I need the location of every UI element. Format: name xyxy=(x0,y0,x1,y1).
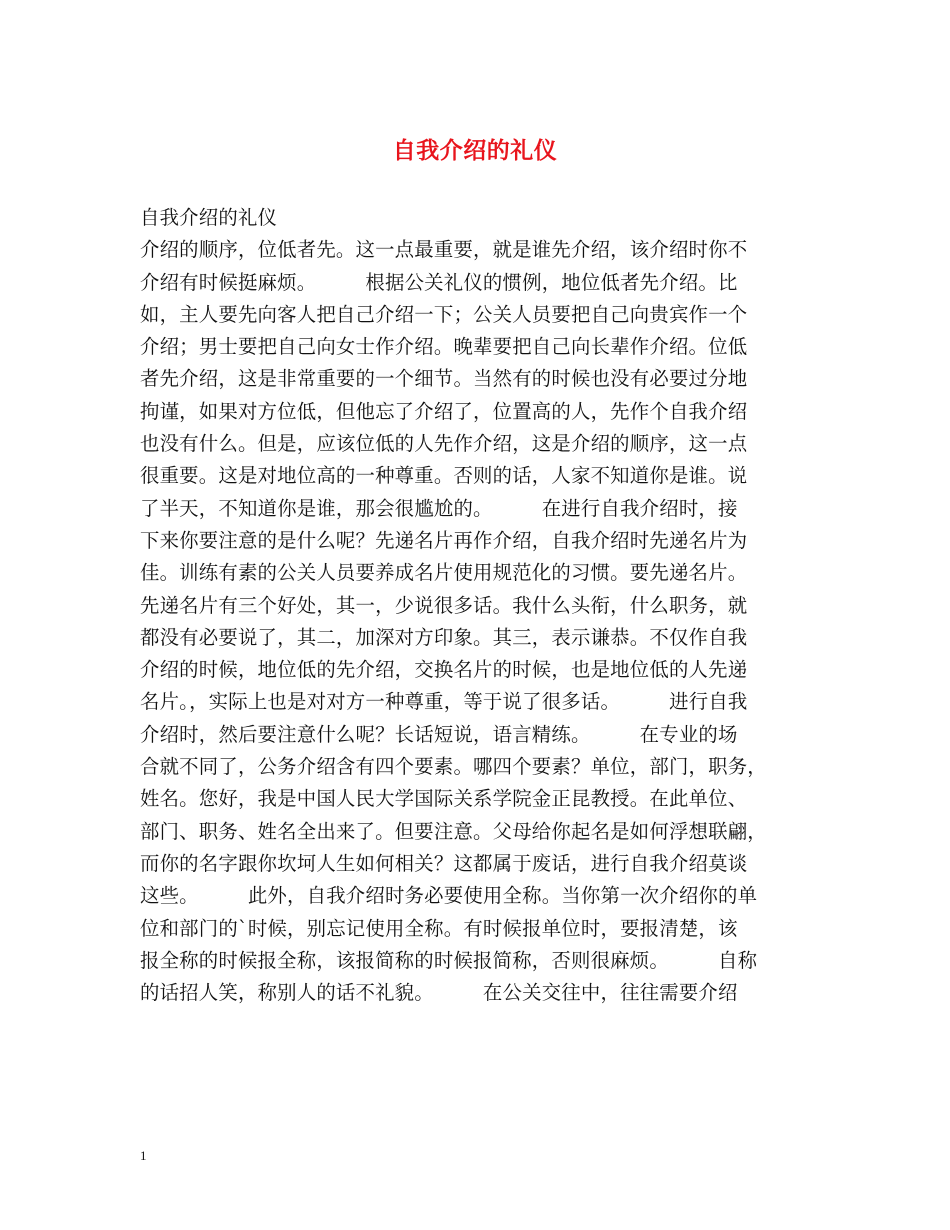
body-line: 如，主人要先向客人把自己介绍一下；公关人员要把自己向贵宾作一个 xyxy=(140,302,748,326)
body-line: 拘谨，如果对方位低，但他忘了介绍了，位置高的人，先作个自我介绍 xyxy=(140,399,748,423)
document-body xyxy=(140,202,816,1009)
document-heading: 自我介绍的礼仪 xyxy=(140,206,278,229)
body-line: 介绍；男士要把自己向女士作介绍。晚辈要把自己向长辈作介绍。位低 xyxy=(140,335,748,359)
body-line: 下来你要注意的是什么呢？先递名片再作介绍，自我介绍时先递名片为 xyxy=(140,528,748,552)
body-line: 了半天，不知道你是谁，那会很尴尬的。 在进行自我介绍时，接 xyxy=(140,496,738,520)
document-title: 自我介绍的礼仪 xyxy=(392,137,558,164)
body-line: 者先介绍，这是非常重要的一个细节。当然有的时候也没有必要过分地 xyxy=(140,367,748,391)
body-line: 佳。训练有素的公关人员要养成名片使用规范化的习惯。要先递名片。 xyxy=(140,561,748,585)
body-line: 姓名。您好，我是中国人民大学国际关系学院金正昆教授。在此单位、 xyxy=(140,787,748,811)
body-line: 合就不同了，公务介绍含有四个要素。哪四个要素？单位，部门，职务， xyxy=(140,755,767,779)
body-line: 名片。，实际上也是对对方一种尊重，等于说了很多话。 进行自我 xyxy=(140,690,748,714)
body-line: 先递名片有三个好处，其一，少说很多话。我什么头衔，什么职务，就 xyxy=(140,593,748,617)
body-line: 都没有必要说了，其二，加深对方印象。其三，表示谦恭。不仅作自我 xyxy=(140,625,748,649)
body-line: 位和部门的`时候，别忘记使用全称。有时候报单位时，要报清楚，该 xyxy=(140,916,738,940)
body-line: 部门、职务、姓名全出来了。但要注意。父母给你起名是如何浮想联翩， xyxy=(140,819,767,843)
body-line: 介绍的时候，地位低的先介绍，交换名片的时候，也是地位低的人先递 xyxy=(140,658,748,682)
body-line: 而你的名字跟你坎坷人生如何相关？这都属于废话，进行自我介绍莫谈 xyxy=(140,851,748,875)
body-line: 报全称的时候报全称，该报简称的时候报简称，否则很麻烦。 自称 xyxy=(140,948,758,972)
body-line: 介绍的顺序，位低者先。这一点最重要，就是谁先介绍，该介绍时你不 xyxy=(140,238,748,262)
body-line: 很重要。这是对地位高的一种尊重。否则的话，人家不知道你是谁。说 xyxy=(140,464,748,488)
body-line: 介绍有时候挺麻烦。 根据公关礼仪的惯例，地位低者先介绍。比 xyxy=(140,270,738,294)
body-line: 介绍时，然后要注意什么呢？长话短说，语言精练。 在专业的场 xyxy=(140,722,738,746)
body-line: 这些。 此外，自我介绍时务必要使用全称。当你第一次介绍你的单 xyxy=(140,884,758,908)
body-line: 也没有什么。但是，应该位低的人先作介绍，这是介绍的顺序，这一点 xyxy=(140,432,748,456)
body-line: 的话招人笑，称别人的话不礼貌。 在公关交往中，往往需要介绍 xyxy=(140,981,738,1005)
page-number: 1 xyxy=(140,1148,147,1163)
